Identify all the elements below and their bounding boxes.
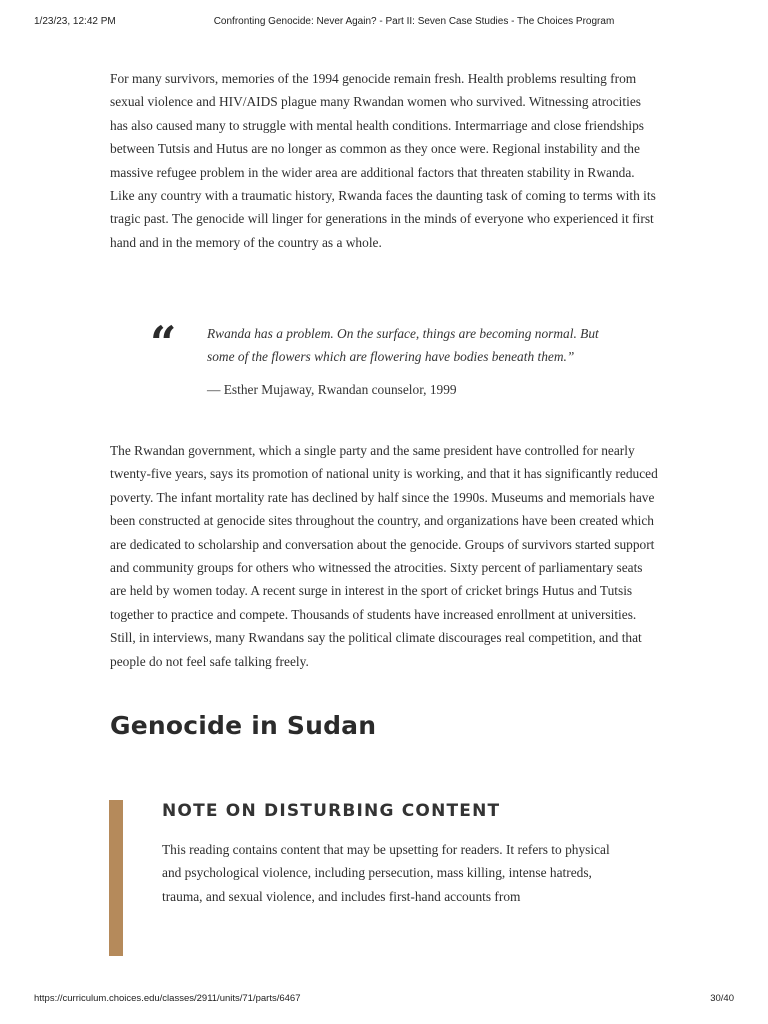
quote-attribution: — Esther Mujaway, Rwandan counselor, 1999	[207, 382, 457, 397]
paragraph-government: The Rwandan government, which a single party and the same president have controlled for nearly twenty-five years, says its promotion of national unity is working, and that it has significantly reduced poverty. The infant mortality rate has declined by half since the 1990s. Museums and memorials have been constructed at genocide sites throughout the country, and organizations have been created which are dedicated to scholarship and conversation about the genocide. Groups of survivors started support and community groups for others who witnessed the atrocities. Sixty percent of parliamentary seats are held by women today. A recent surge in interest in the sport of cricket brings Hutus and Tutsis together to practice and compete. Thousands of students have increased enrollment at universities. Still, in interviews, many Rwandans say the political climate discourages real competition, and that people do not feel safe talking freely.	[110, 443, 658, 669]
quote-mark-icon: “	[150, 316, 177, 370]
print-footer	[0, 993, 768, 1007]
content-warning-box	[109, 800, 657, 956]
print-timestamp: 1/23/23, 12:42 PM	[34, 16, 116, 27]
print-header	[0, 16, 768, 30]
paragraph-survivors: For many survivors, memories of the 1994 genocide remain fresh. Health problems resulting from sexual violence and HIV/AIDS plague many Rwandan women who survived. Witnessing atrocities has also caused many to struggle with mental health conditions. Intermarriage and close friendships between Tutsis and Hutus are no longer as common as they once were. Regional instability and the massive refugee problem in the wider area are additional factors that threaten stability in Rwanda. Like any country with a traumatic history, Rwanda faces the daunting task of coming to terms with its tragic past. The genocide will linger for generations in the minds of everyone who experienced it first hand and in the memory of the country as a whole.	[110, 71, 656, 250]
quote-text: Rwanda has a problem. On the surface, things are becoming normal. But some of the flowers which are flowering have bodies beneath them.”	[207, 326, 599, 365]
pull-quote	[150, 316, 620, 412]
note-accent-bar	[109, 800, 123, 956]
note-title: NOTE ON DISTURBING CONTENT	[162, 801, 501, 821]
page-url: https://curriculum.choices.edu/classes/2911/units/71/parts/6467	[34, 993, 301, 1004]
note-body: This reading contains content that may be upsetting for readers. It refers to physical and psychological violence, including persecution, mass killing, intense hatreds, trauma, and sexual violence, and includes first-hand accounts from	[162, 842, 610, 904]
section-heading: Genocide in Sudan	[110, 711, 377, 740]
page-number: 30/40	[710, 993, 734, 1004]
print-page-title: Confronting Genocide: Never Again? - Part II: Seven Case Studies - The Choices Program	[213, 16, 615, 27]
